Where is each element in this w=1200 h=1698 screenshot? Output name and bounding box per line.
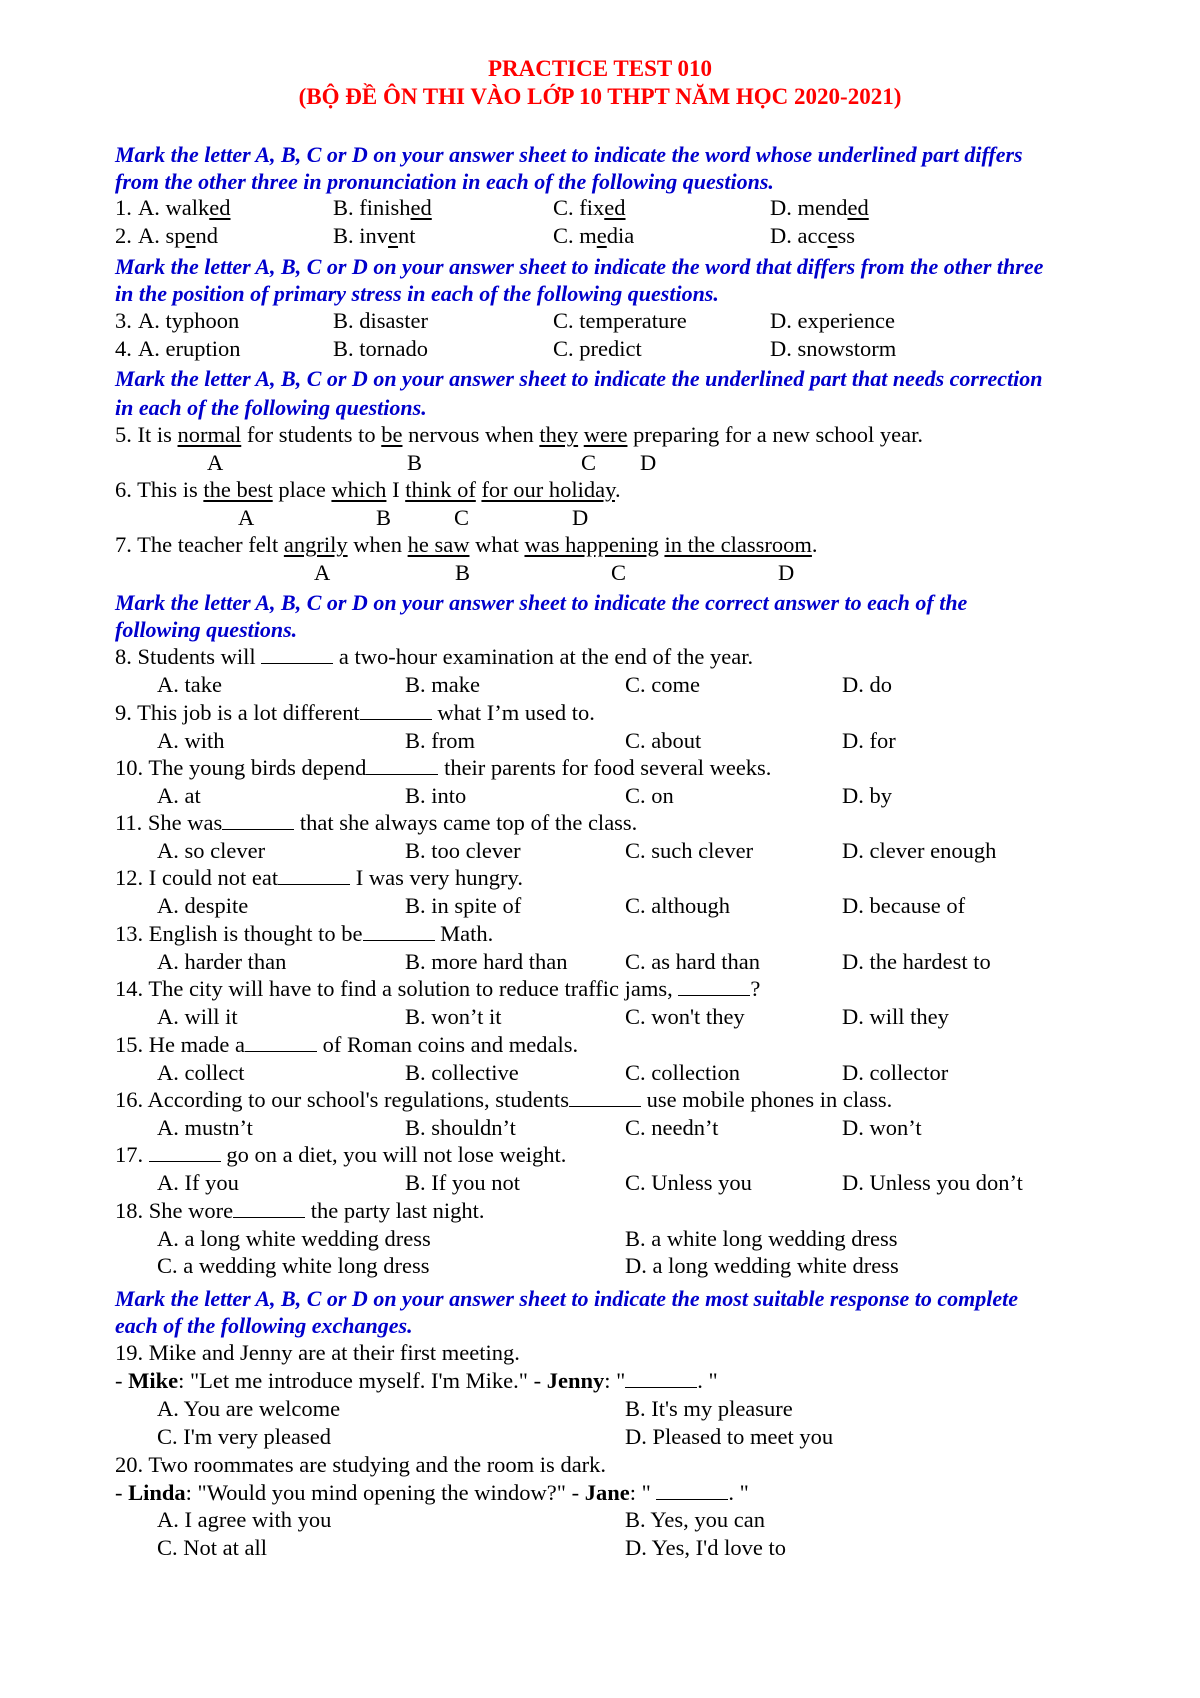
question-stem: 17. go on a diet, you will not lose weight. [115, 1142, 567, 1167]
question-number: 1. [115, 195, 132, 220]
option-b: B. finished [333, 195, 432, 220]
question-6: 6. This is the best place which I think of for our holiday. [115, 477, 621, 502]
answer-blank [149, 1143, 221, 1162]
option-b: B. If you not [405, 1170, 520, 1195]
option-d: D. because of [842, 893, 966, 918]
instruction-correction-2: in each of the following questions. [115, 395, 427, 420]
label-c: C [454, 505, 470, 530]
option-a: A. take [157, 672, 222, 697]
option-c: C. on [625, 783, 674, 808]
option-b: B. from [405, 728, 475, 753]
option-d: D. Pleased to meet you [625, 1424, 834, 1449]
answer-blank [261, 645, 333, 664]
label-b: B [407, 450, 423, 475]
question-7: 7. The teacher felt angrily when he saw what was happening in the classroom. [115, 532, 818, 557]
option-c: C. fixed [553, 195, 626, 220]
option-a: A. at [157, 783, 201, 808]
option-b: B. more hard than [405, 949, 568, 974]
option-a: A. If you [157, 1170, 239, 1195]
option-b: B. won’t it [405, 1004, 502, 1029]
option-a: A. a long white wedding dress [157, 1226, 431, 1251]
question-stem: 14. The city will have to find a solution to reduce traffic jams, ? [115, 976, 761, 1001]
answer-blank [278, 866, 350, 885]
option-c: C. come [625, 672, 700, 697]
option-b: B. into [405, 783, 467, 808]
option-d: D. a long wedding white dress [625, 1253, 899, 1278]
option-d: D. Unless you don’t [842, 1170, 1023, 1195]
option-c: C. media [553, 223, 635, 248]
option-d: D. clever enough [842, 838, 997, 863]
answer-blank [366, 756, 438, 775]
question-stem: 13. English is thought to be Math. [115, 921, 494, 946]
label-b: B [376, 505, 392, 530]
label-a: A [238, 505, 255, 530]
option-d: D. experience [770, 308, 895, 333]
instruction-pronunciation-1: Mark the letter A, B, C or D on your answer sheet to indicate the word whose underlined part differs [115, 142, 1023, 167]
option-a: A. walked [138, 195, 231, 220]
option-d: D. access [770, 223, 855, 248]
instruction-response-2: each of the following exchanges. [115, 1313, 413, 1338]
option-d: D. by [842, 783, 892, 808]
label-b: B [455, 560, 471, 585]
dialogue-line: - Linda: "Would you mind opening the window?" - Jane: " . " [115, 1480, 749, 1505]
question-stem: 11. She was that she always came top of the class. [115, 810, 638, 835]
question-stem: 18. She wore the party last night. [115, 1198, 485, 1223]
option-d: D. mended [770, 195, 869, 220]
option-a: A. with [157, 728, 225, 753]
label-c: C [581, 450, 597, 475]
question-stem: 9. This job is a lot different what I’m used to. [115, 700, 595, 725]
option-a: A. mustn’t [157, 1115, 253, 1140]
option-c: C. a wedding white long dress [157, 1253, 430, 1278]
option-d: D. will they [842, 1004, 949, 1029]
instruction-stress-1: Mark the letter A, B, C or D on your answer sheet to indicate the word that differs from the other three [115, 254, 1044, 279]
answer-blank [656, 1481, 728, 1500]
option-a: A. typhoon [138, 308, 240, 333]
option-b: B. tornado [333, 336, 428, 361]
answer-blank [222, 811, 294, 830]
option-c: C. Unless you [625, 1170, 752, 1195]
option-a: A. collect [157, 1060, 245, 1085]
option-c: C. I'm very pleased [157, 1424, 332, 1449]
instruction-pronunciation-2: from the other three in pronunciation in each of the following questions. [115, 169, 774, 194]
label-c: C [611, 560, 627, 585]
question-number: 2. [115, 223, 132, 248]
option-b: B. too clever [405, 838, 521, 863]
option-b: B. It's my pleasure [625, 1396, 793, 1421]
option-b: B. collective [405, 1060, 519, 1085]
option-c: C. won't they [625, 1004, 745, 1029]
option-d: D. Yes, I'd love to [625, 1535, 786, 1560]
label-d: D [778, 560, 795, 585]
answer-blank [363, 922, 435, 941]
option-a: A. despite [157, 893, 249, 918]
option-a: A. eruption [138, 336, 241, 361]
option-d: D. do [842, 672, 892, 697]
option-a: A. spend [138, 223, 219, 248]
page-subtitle: (BỘ ĐỀ ÔN THI VÀO LỚP 10 THPT NĂM HỌC 2020-2021) [298, 84, 902, 109]
dialogue-line: - Mike: "Let me introduce myself. I'm Mike." - Jenny: " . " [115, 1368, 718, 1393]
instruction-stress-2: in the position of primary stress in each of the following questions. [115, 281, 719, 306]
question-5: 5. It is normal for students to be nervous when they were preparing for a new school year. [115, 422, 923, 447]
answer-blank [233, 1199, 305, 1218]
answer-blank [569, 1088, 641, 1107]
option-b: B. Yes, you can [625, 1507, 766, 1532]
option-d: D. the hardest to [842, 949, 991, 974]
label-a: A [314, 560, 331, 585]
question-stem: 15. He made a of Roman coins and medals. [115, 1032, 579, 1057]
question-stem: 10. The young birds depend their parents for food several weeks. [115, 755, 772, 780]
instruction-correction-1: Mark the letter A, B, C or D on your answer sheet to indicate the underlined part that needs correction [115, 366, 1043, 391]
answer-blank [625, 1369, 697, 1388]
option-b: B. a white long wedding dress [625, 1226, 898, 1251]
option-d: D. collector [842, 1060, 949, 1085]
question-stem: 16. According to our school's regulations, students use mobile phones in class. [115, 1087, 893, 1112]
question-stem: 12. I could not eat I was very hungry. [115, 865, 523, 890]
option-d: D. snowstorm [770, 336, 897, 361]
answer-blank [245, 1033, 317, 1052]
option-c: C. although [625, 893, 730, 918]
option-d: D. for [842, 728, 896, 753]
option-a: A. You are welcome [157, 1396, 341, 1421]
page-title: PRACTICE TEST 010 [487, 56, 713, 81]
question-stem: 20. Two roommates are studying and the room is dark. [115, 1452, 607, 1477]
option-c: C. collection [625, 1060, 740, 1085]
option-c: C. predict [553, 336, 642, 361]
option-a: A. so clever [157, 838, 266, 863]
option-c: C. such clever [625, 838, 754, 863]
label-d: D [640, 450, 657, 475]
option-c: C. about [625, 728, 702, 753]
option-b: B. shouldn’t [405, 1115, 516, 1140]
option-b: B. in spite of [405, 893, 522, 918]
option-d: D. won’t [842, 1115, 922, 1140]
option-a: A. I agree with you [157, 1507, 332, 1532]
instruction-response-1: Mark the letter A, B, C or D on your answer sheet to indicate the most suitable response to complete [115, 1286, 1019, 1311]
option-b: B. disaster [333, 308, 428, 333]
question-stem: 8. Students will a two-hour examination at the end of the year. [115, 644, 754, 669]
answer-blank [360, 701, 432, 720]
label-a: A [207, 450, 224, 475]
option-a: A. will it [157, 1004, 238, 1029]
question-number: 3. [115, 308, 132, 333]
answer-blank [678, 977, 750, 996]
option-c: C. temperature [553, 308, 687, 333]
label-d: D [572, 505, 589, 530]
question-number: 4. [115, 336, 132, 361]
option-a: A. harder than [157, 949, 287, 974]
option-c: C. needn’t [625, 1115, 719, 1140]
instruction-correct-answer-2: following questions. [115, 617, 298, 642]
option-b: B. make [405, 672, 480, 697]
option-c: C. Not at all [157, 1535, 267, 1560]
option-c: C. as hard than [625, 949, 760, 974]
option-b: B. invent [333, 223, 416, 248]
question-stem: 19. Mike and Jenny are at their first meeting. [115, 1340, 520, 1365]
instruction-correct-answer-1: Mark the letter A, B, C or D on your answer sheet to indicate the correct answer to each of the [115, 590, 968, 615]
